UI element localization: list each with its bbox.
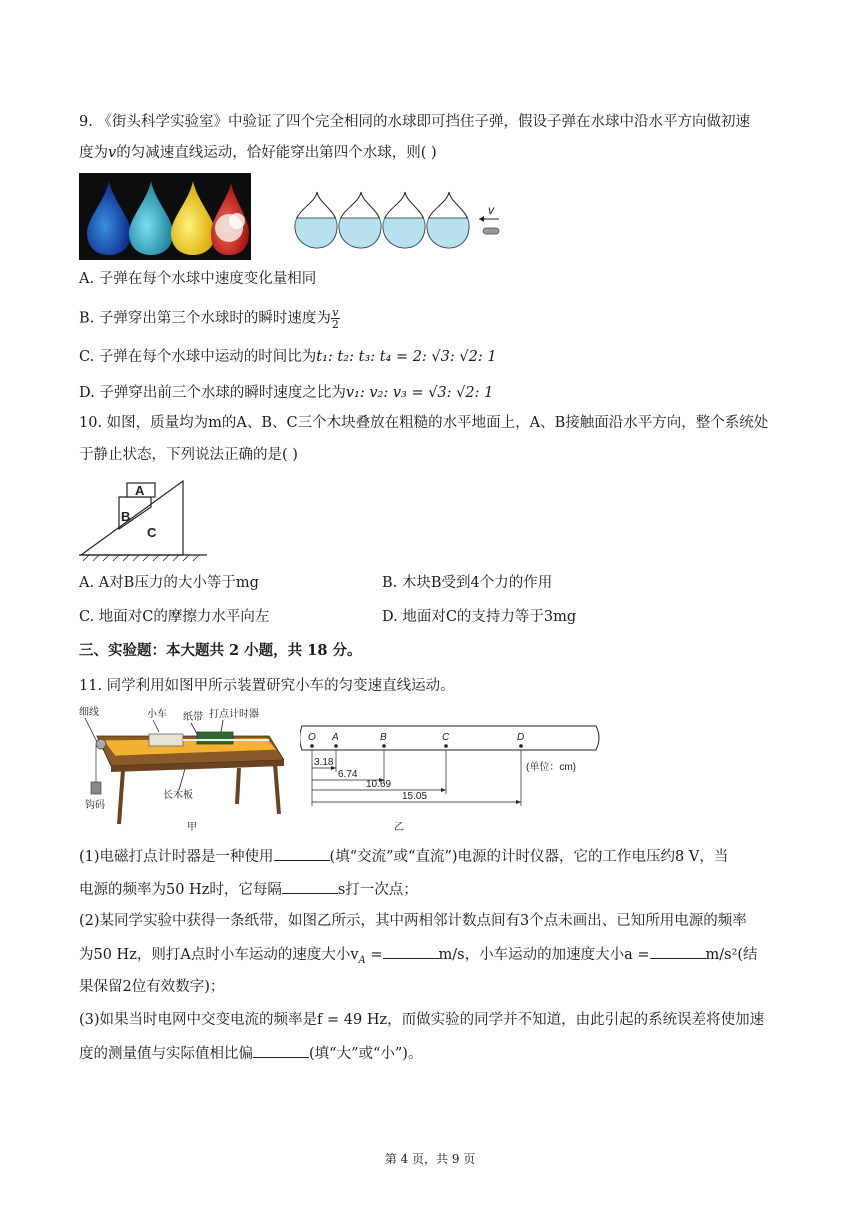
stacked-blocks-diagram (79, 479, 207, 563)
q11-part3-line1: (3)如果当时电网中交变电流的频率是f = 49 Hz，而做实验的同学并不知道，由此引起的系统误差将使加速 (79, 1012, 765, 1028)
q11-part1-line2: 电源的频率为50 Hz时，它每隔 s打一次点； (79, 879, 418, 900)
q10-stem-line1: 10. 如图，质量均为m的A、B、C三个木块叠放在粗糙的水平地面上，A、B接触面沿水平方向，整个系统处 (79, 415, 769, 431)
distance-oc: 10.69 (366, 779, 392, 790)
distance-ob: 6.74 (338, 769, 358, 780)
point-c-label: C (442, 732, 450, 743)
velocity-label: v (488, 203, 494, 217)
block-c-label: C (147, 525, 157, 540)
board-label: 长木板 (163, 790, 193, 801)
bullet-icon (483, 228, 499, 234)
figure-yi-caption: 乙 (394, 822, 404, 833)
answer-blank-4[interactable] (650, 944, 706, 959)
q10-stem-line2: 于静止状态，下列说法正确的是( ) (79, 447, 298, 463)
q10-option-b[interactable]: B. 木块B受到4个力的作用 (382, 575, 553, 591)
q9-option-b-fraction: $\frac{v}{2}$ (331, 306, 339, 331)
point-b-label: B (380, 732, 387, 743)
answer-blank-2[interactable] (282, 879, 338, 894)
q11-part1-line1: (1)电磁打点计时器是一种使用 (填“交流”或“直流”)电源的计时仪器，它的工作电压约8 V，当 (79, 846, 728, 867)
q9-option-b[interactable]: B. 子弹穿出第三个水球时的瞬时速度为 $\frac{v}{2}$ (79, 306, 339, 331)
q9-option-c[interactable]: C. 子弹在每个水球中运动的时间比为t₁: t₂: t₃: t₄ = 2: √3: √2: 1 (79, 349, 497, 365)
q11-part3-line2: 度的测量值与实际值相比偏 (填“大”或“小”)。 (79, 1043, 422, 1064)
q9-option-a[interactable]: A. 子弹在每个水球中速度变化量相同 (79, 271, 317, 287)
weight-icon (91, 782, 101, 794)
q11-part2-line1: (2)某同学实验中获得一条纸带，如图乙所示，其中两相邻计数点间有3个点未画出、已知所用电源的频率 (79, 913, 747, 929)
q11-part2-line2: 为50 Hz，则打A点时小车运动的速度大小$v_A = m/s$，小车运动的加速度大小a = m/s²(结 (79, 944, 758, 971)
thread-label: 细线 (79, 707, 99, 718)
answer-blank-3[interactable] (383, 944, 439, 959)
unit-label: (单位：cm) (526, 762, 576, 773)
block-a-label: A (135, 483, 145, 498)
tape-label: 纸带 (183, 712, 203, 723)
q11-stem: 11. 同学利用如图甲所示装置研究小车的匀变速直线运动。 (79, 678, 455, 694)
q11-part2-line3: 果保留2位有效数字)； (79, 979, 225, 995)
point-o-label: O (308, 732, 316, 743)
water-balloon-photo (79, 173, 251, 260)
answer-blank-1[interactable] (274, 846, 330, 861)
water-balloon-diagram (293, 190, 505, 252)
point-a-label: A (332, 732, 339, 743)
paper-tape-figure (300, 724, 605, 834)
distance-od: 15.05 (402, 791, 428, 802)
tape-points (310, 744, 523, 748)
timer-label: 打点计时器 (209, 709, 259, 720)
distance-oa: 3.18 (314, 757, 334, 768)
apparatus-figure (79, 704, 284, 834)
cart-label: 小车 (147, 709, 167, 720)
point-d-label: D (517, 732, 525, 743)
weight-label: 钩码 (85, 800, 105, 811)
q9-option-d[interactable]: D. 子弹穿出前三个水球的瞬时速度之比为v₁: v₂: v₃ = √3: √2: 1 (79, 385, 494, 401)
q10-option-a[interactable]: A. A对B压力的大小等于mg (79, 575, 259, 591)
answer-blank-5[interactable] (253, 1043, 309, 1058)
q9-stem-line1: 9. 《街头科学实验室》中验证了四个完全相同的水球即可挡住子弹，假设子弹在水球中沿水平方向做初速 (79, 114, 750, 130)
block-b-label: B (121, 509, 131, 524)
q10-option-c[interactable]: C. 地面对C的摩擦力水平向左 (79, 609, 270, 625)
figure-jia-caption: 甲 (187, 822, 197, 833)
page-footer: 第 4 页，共 9 页 (384, 1152, 476, 1166)
q10-option-d[interactable]: D. 地面对C的支持力等于3mg (382, 609, 577, 625)
q9-stem-line2: 度为v的匀减速直线运动，恰好能穿出第四个水球，则( ) (79, 145, 437, 161)
section-3-heading: 三、实验题：本大题共 2 小题，共 18 分。 (79, 642, 362, 659)
